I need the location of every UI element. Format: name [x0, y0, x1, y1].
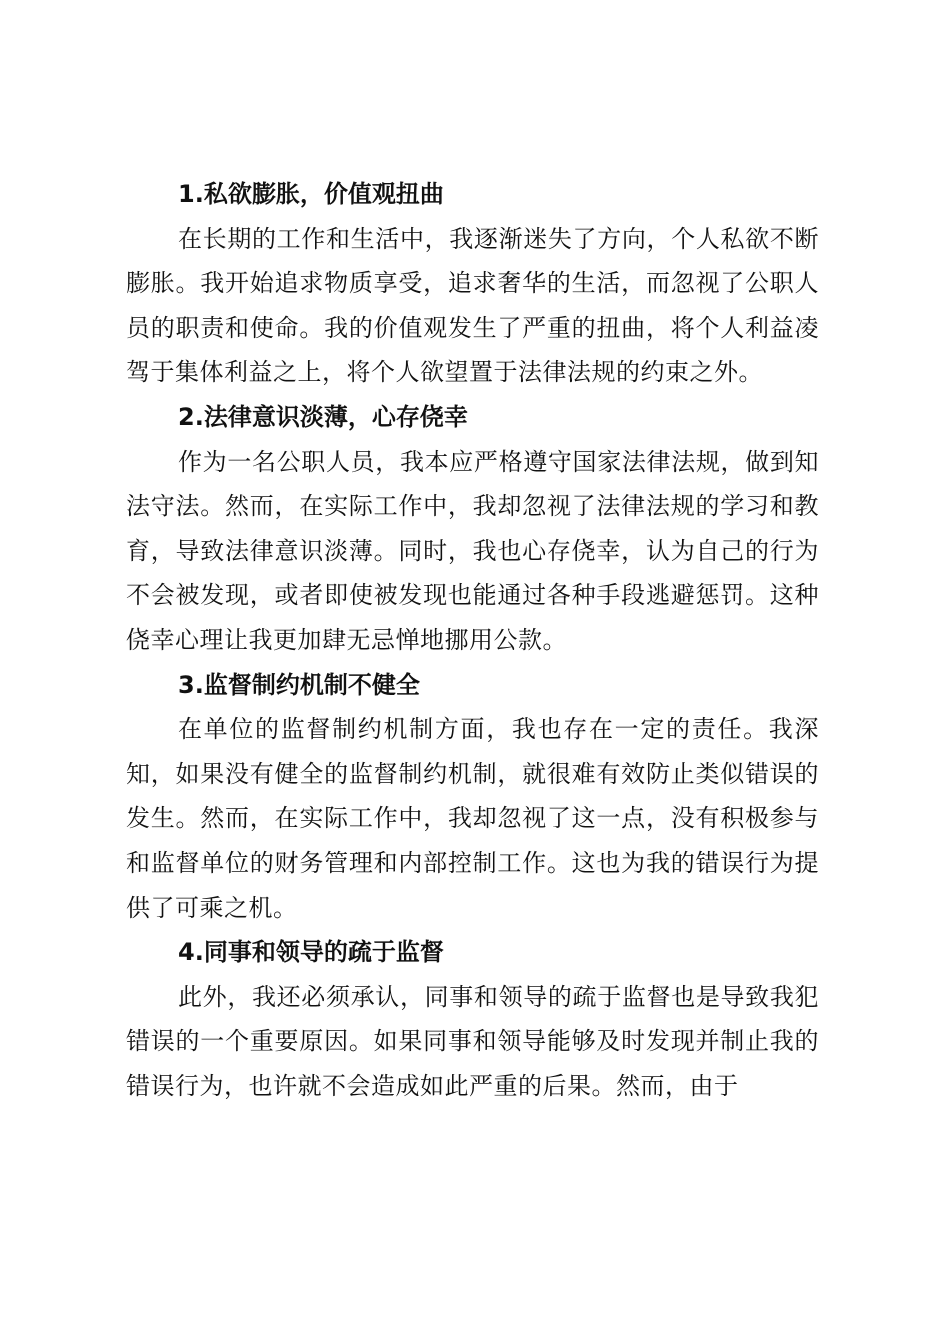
section-1 — [126, 172, 819, 395]
section-heading: 1.私欲膨胀，价值观扭曲 — [178, 180, 444, 208]
section-paragraph: 在长期的工作和生活中，我逐渐迷失了方向，个人私欲不断膨胀。我开始追求物质享受，追求奢华的生活，而忽视了公职人员的职责和使命。我的价值观发生了严重的扭曲，将个人利益凌驾于集体利益之上，将个人欲望置于法律法规的约束之外。 — [126, 224, 819, 387]
section-heading: 2.法律意识淡薄，心存侥幸 — [178, 402, 468, 431]
section-heading: 4.同事和领导的疏于监督 — [178, 938, 444, 967]
document-page — [126, 172, 819, 1108]
section-heading: 3.监督制约机制不健全 — [178, 670, 420, 699]
section-2 — [126, 395, 819, 663]
section-3 — [126, 663, 819, 931]
section-paragraph: 在单位的监督制约机制方面，我也存在一定的责任。我深知，如果没有健全的监督制约机制，就很难有效防止类似错误的发生。然而，在实际工作中，我却忽视了这一点，没有积极参与和监督单位的财务管理和内部控制工作。这也为我的错误行为提供了可乘之机。 — [126, 715, 819, 922]
section-paragraph: 此外，我还必须承认，同事和领导的疏于监督也是导致我犯错误的一个重要原因。如果同事和领导能够及时发现并制止我的错误行为，也许就不会造成如此严重的后果。然而，由于 — [126, 982, 819, 1100]
section-4 — [126, 930, 819, 1108]
section-paragraph: 作为一名公职人员，我本应严格遵守国家法律法规，做到知法守法。然而，在实际工作中，我却忽视了法律法规的学习和教育，导致法律意识淡薄。同时，我也心存侥幸，认为自己的行为不会被发现，或者即使被发现也能通过各种手段逃避惩罚。这种侥幸心理让我更加肆无忌惮地挪用公款。 — [126, 447, 819, 654]
